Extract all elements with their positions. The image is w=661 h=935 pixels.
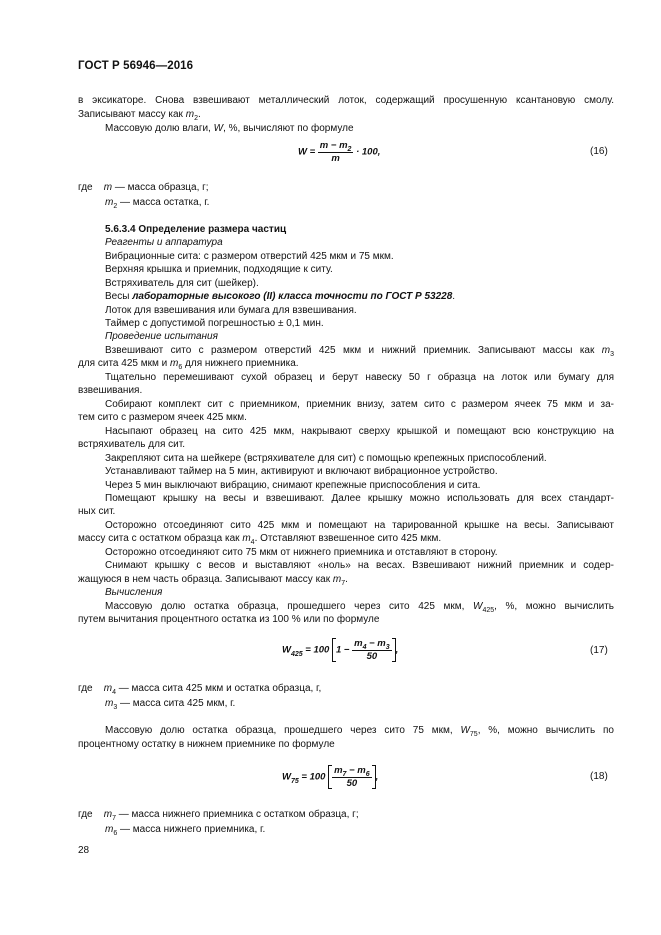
- equation-number-17: (17): [590, 645, 608, 656]
- calc-heading: Вычисления: [105, 587, 163, 598]
- procedure-heading: Проведение испытания: [105, 331, 218, 342]
- reagent-item-5: Таймер с допустимой погрешностью ± 0,1 мин.: [105, 318, 324, 329]
- procedure-p4-line-2: встряхиватель для сит.: [78, 439, 185, 450]
- intro-line-2: Записывают массу как $m_2$.: [78, 109, 201, 122]
- procedure-p7: Через 5 мин выключают вибрацию, снимают крепежные приспособления и сита.: [105, 480, 481, 491]
- procedure-p8-line-2: ных сит.: [78, 506, 116, 517]
- page-number: 28: [78, 845, 90, 856]
- formula-18: $W_{75} = 100$ $\frac{m_7 - m_6}{50}$ ,: [282, 765, 379, 789]
- equation-number-18: (18): [590, 771, 608, 782]
- reagent-item-1: Вибрационные сита: с размером отверстий 425 мкм и 75 мкм.: [105, 251, 394, 262]
- procedure-p1-line-1: Взвешивают сито с размером отверстий 425 мкм и нижний приемник. Записывают массы как $m_3$: [105, 345, 614, 358]
- where-17-line-2: $m_3$ — масса сита 425 мкм, г.: [105, 698, 236, 711]
- fraction: $\frac{m - m_2}{m}$: [319, 140, 352, 164]
- procedure-p6: Устанавливают таймер на 5 мин, активируют и включают вибрационное устройство.: [105, 466, 498, 477]
- square-bracket: 1 − $\frac{m_4 - m_3}{50}$: [332, 638, 396, 662]
- formula-16: W = $\frac{m - m_2}{m}$ · 100,: [298, 140, 381, 164]
- where-17-line-1: где $m_4$ — масса сита 425 мкм и остатка образца, г,: [78, 683, 322, 696]
- reagent-item-2: Верхняя крышка и приемник, подходящие к ситу.: [105, 264, 333, 275]
- where-18-line-2: $m_6$ — масса нижнего приемника, г.: [105, 824, 266, 837]
- formula-17: $W_{425} = 100$ 1 − $\frac{m_4 - m_3}{50}$ ,: [282, 638, 399, 662]
- procedure-p3-line-1: Собирают комплект сит с приемником, приемник внизу, затем сито с размером ячеек 75 мкм и за-: [105, 399, 614, 410]
- calc-p1-line-2: путем вычитания процентного остатка из 100 % или по формуле: [78, 614, 380, 625]
- procedure-p8-line-1: Помещают крышку на весы и взвешивают. Далее крышку можно использовать для всех стандарт-: [105, 493, 614, 504]
- where-16-line-2: $m_2$ — масса остатка, г.: [105, 197, 210, 210]
- square-bracket: $\frac{m_7 - m_6}{50}$: [328, 765, 376, 789]
- procedure-p10: Осторожно отсоединяют сито 75 мкм от нижнего приемника и отставляют в сторону.: [105, 547, 498, 558]
- calc2-line-2: процентному остатку в нижнем приемнике по формуле: [78, 739, 335, 750]
- calc-p1-line-1: Массовую долю остатка образца, прошедшего через сито 425 мкм, $W_{425}$, %, можно вычислить: [105, 601, 615, 614]
- calc2-line-1: Массовую долю остатка образца, прошедшего через сито 75 мкм, $W_{75}$, %, можно вычислить по: [105, 725, 614, 738]
- procedure-p5: Закрепляют сита на шейкере (встряхивателе для сит) с помощью крепежных приспособлений.: [105, 453, 547, 464]
- procedure-p9-line-1: Осторожно отсоединяют сито 425 мкм и помещают на тарированной крышке на весы. Записывают: [105, 520, 614, 531]
- where-18-line-1: где $m_7$ — масса нижнего приемника с остатком образца, г;: [78, 809, 359, 822]
- where-16-line-1: где m — масса образца, г;: [78, 182, 209, 193]
- reagents-heading: Реагенты и аппаратура: [105, 237, 223, 248]
- procedure-p3-line-2: тем сито с размером ячеек 425 мкм.: [78, 412, 247, 423]
- intro-line-1: в эксикаторе. Снова взвешивают металлический лоток, содержащий просушенную ксантановую смолу.: [78, 95, 614, 106]
- procedure-p1-line-2: для сита 425 мкм и $m_6$ для нижнего приемника.: [78, 358, 299, 371]
- section-title: 5.6.3.4 Определение размера частиц: [105, 224, 287, 235]
- reagent-item-4: Лоток для взвешивания или бумага для взвешивания.: [105, 305, 357, 316]
- procedure-p11-line-1: Снимают крышку с весов и выставляют «ноль» на весах. Взвешивают нижний приемник и содер-: [105, 560, 614, 571]
- procedure-p4-line-1: Насыпают образец на сито 425 мкм, накрывают сверху крышкой и помещают всю конструкцию на: [105, 426, 614, 437]
- document-header: ГОСТ Р 56946—2016: [78, 60, 194, 72]
- procedure-p2-line-2: взвешивания.: [78, 385, 143, 396]
- procedure-p9-line-2: массу сита с остатком образца как $m_4$. Отставляют взвешенное сито 425 мкм.: [78, 533, 442, 546]
- moisture-sentence: Массовую долю влаги, W, %, вычисляют по формуле: [105, 123, 354, 134]
- procedure-p11-line-2: жащуюся в нем часть образца. Записывают массу как $m_7$.: [78, 574, 348, 587]
- procedure-p2-line-1: Тщательно перемешивают сухой образец и берут навеску 50 г образца на лоток или бумагу для: [105, 372, 614, 383]
- equation-number-16: (16): [590, 146, 608, 157]
- reagent-item-3: Встряхиватель для сит (шейкер).: [105, 278, 259, 289]
- reagent-scales: Весы лабораторные высокого (II) класса точности по ГОСТ Р 53228.: [105, 291, 456, 302]
